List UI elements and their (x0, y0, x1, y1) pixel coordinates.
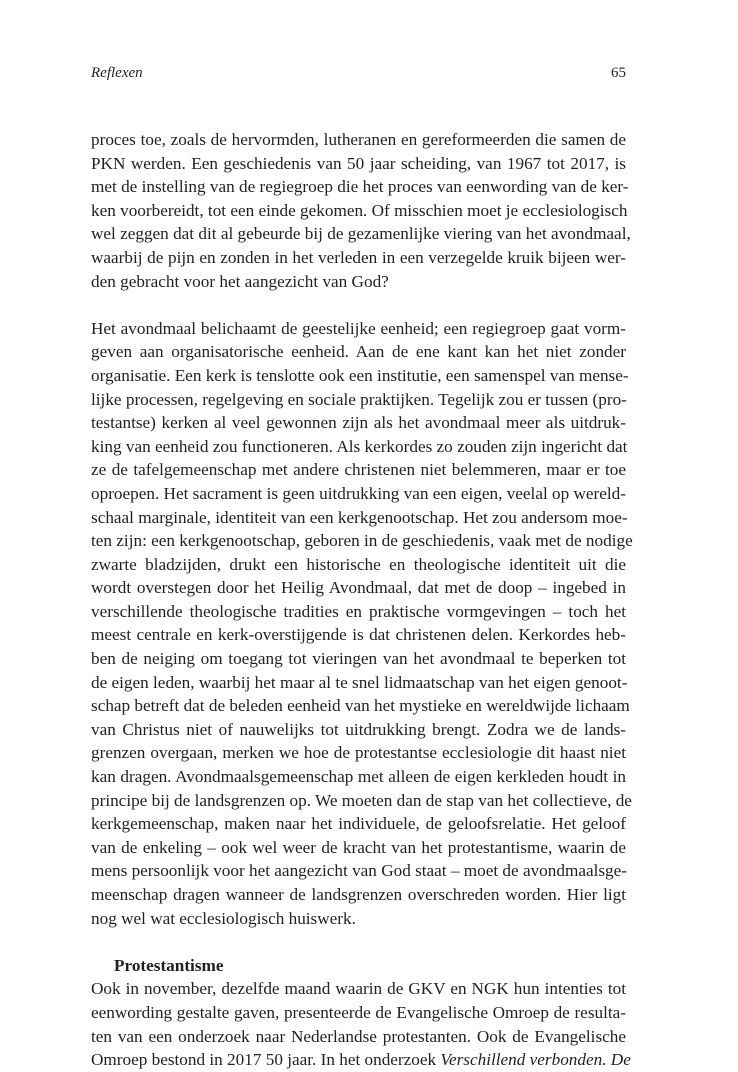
text-line: kan dragen. Avondmaalsgemeenschap met alleen de eigen kerkleden houdt in (91, 767, 626, 787)
text-line: grenzen overgaan, merken we hoe de protestantse ecclesiologie dit haast niet (91, 743, 626, 763)
text-line: organisatie. Een kerk is tenslotte ook een institutie, een samenspel van mense- (91, 365, 629, 385)
text-line: van de enkeling – ook wel weer de kracht van het protestantisme, waarin de (91, 837, 626, 857)
paragraph-spacer (91, 293, 626, 317)
paragraph-2 (91, 317, 633, 930)
text-line: eenwording gestalte gaven, presenteerde de Evangelische Omroep de resulta- (91, 1002, 626, 1022)
text-line: ken voorbereidt, tot een einde gekomen. Of misschien moet je ecclesiologisch (91, 200, 628, 220)
text-line: verschillende theologische tradities en praktische vormgevingen – toch het (91, 601, 626, 621)
text-line-mixed (91, 1048, 631, 1072)
running-header (91, 63, 626, 83)
text-line: schap betreft dat de beleden eenheid van het mystieke en wereldwijde lichaam (91, 696, 630, 716)
text-line: ten van een onderzoek naar Nederlandse protestanten. Ook de Evangelische (91, 1026, 626, 1046)
text-line: mens persoonlijk voor het aangezicht van God staat – moet de avondmaalsge- (91, 861, 627, 881)
text-line: waarbij de pijn en zonden in het verleden in een verzegelde kruik bijeen wer- (91, 247, 626, 267)
page-number: 65 (611, 65, 626, 81)
paragraph-3 (91, 977, 631, 1071)
text-line: kerkgemeenschap, maken naar het individuele, de geloofsrelatie. Het geloof (91, 814, 626, 834)
text-line: meest centrale en kerk-overstijgende is dat christenen delen. Kerkordes heb- (91, 625, 626, 645)
text-run: Omroep bestond in 2017 50 jaar. In het onderzoek (91, 1050, 441, 1070)
text-line: geven aan organisatorische eenheid. Aan de ene kant kan het niet zonder (91, 342, 626, 362)
paragraph-spacer (91, 930, 626, 954)
text-line: ten zijn: een kerkgenootschap, geboren in de geschiedenis, vaak met de nodige (91, 531, 633, 551)
text-line: schaal marginale, identiteit van een kerkgenootschap. Het zou andersom moe- (91, 507, 628, 527)
text-line: oproepen. Het sacrament is geen uitdrukking van een eigen, veelal op wereld- (91, 483, 626, 503)
section-heading: Protestantisme (114, 955, 224, 975)
text-line: ben de neiging om toegang tot vieringen van het avondmaal te beperken tot (91, 649, 626, 669)
text-line: nog wel wat ecclesiologisch huiswerk. (91, 908, 356, 928)
text-line: Het avondmaal belichaamt de geestelijke eenheid; een regiegroep gaat vorm- (91, 318, 626, 338)
text-line: wel zeggen dat dit al gebeurde bij de gezamenlijke viering van het avondmaal, (91, 224, 631, 244)
text-line: den gebracht voor het aangezicht van God? (91, 271, 389, 291)
body-text (91, 128, 633, 1072)
text-line: proces toe, zoals de hervormden, lutheranen en gereformeerden die samen de (91, 130, 626, 149)
text-line: principe bij de landsgrenzen op. We moeten dan de stap van het collectieve, de (91, 790, 632, 810)
text-line: van Christus niet of nauwelijks tot uitdrukking brengt. Zodra we de lands- (91, 719, 626, 739)
text-line: lijke processen, regelgeving en sociale praktijken. Tegelijk zou er tussen (pro- (91, 389, 627, 409)
text-line: zwarte bladzijden, drukt een historische en theologische identiteit uit die (91, 554, 626, 574)
text-line: de eigen leden, waarbij het maar al te snel lidmaatschap van het eigen genoot- (91, 672, 628, 692)
text-line: Ook in november, dezelfde maand waarin de GKV en NGK hun intenties tot (91, 979, 626, 999)
text-line: ze de tafelgemeenschap met andere christenen niet belemmeren, maar er toe (91, 460, 626, 480)
text-line: met de instelling van de regiegroep die het proces van eenwording van de ker- (91, 177, 629, 197)
text-line: PKN werden. Een geschiedenis van 50 jaar scheiding, van 1967 tot 2017, is (91, 153, 626, 173)
running-title: Reflexen (91, 65, 143, 81)
text-line: testantse) kerken al veel gewonnen zijn als het avondmaal meer als uitdruk- (91, 413, 626, 433)
text-line: king van eenheid zou functioneren. Als kerkordes zo zouden zijn ingericht dat (91, 436, 628, 456)
book-title-italic: Verschillend verbonden. De (440, 1050, 631, 1070)
text-line: meenschap dragen wanneer de landsgrenzen overschreden worden. Hier ligt (91, 885, 626, 904)
paragraph-1 (91, 128, 631, 293)
text-line: wordt overstegen door het Heilig Avondmaal, dat met de doop – ingebed in (91, 578, 626, 598)
